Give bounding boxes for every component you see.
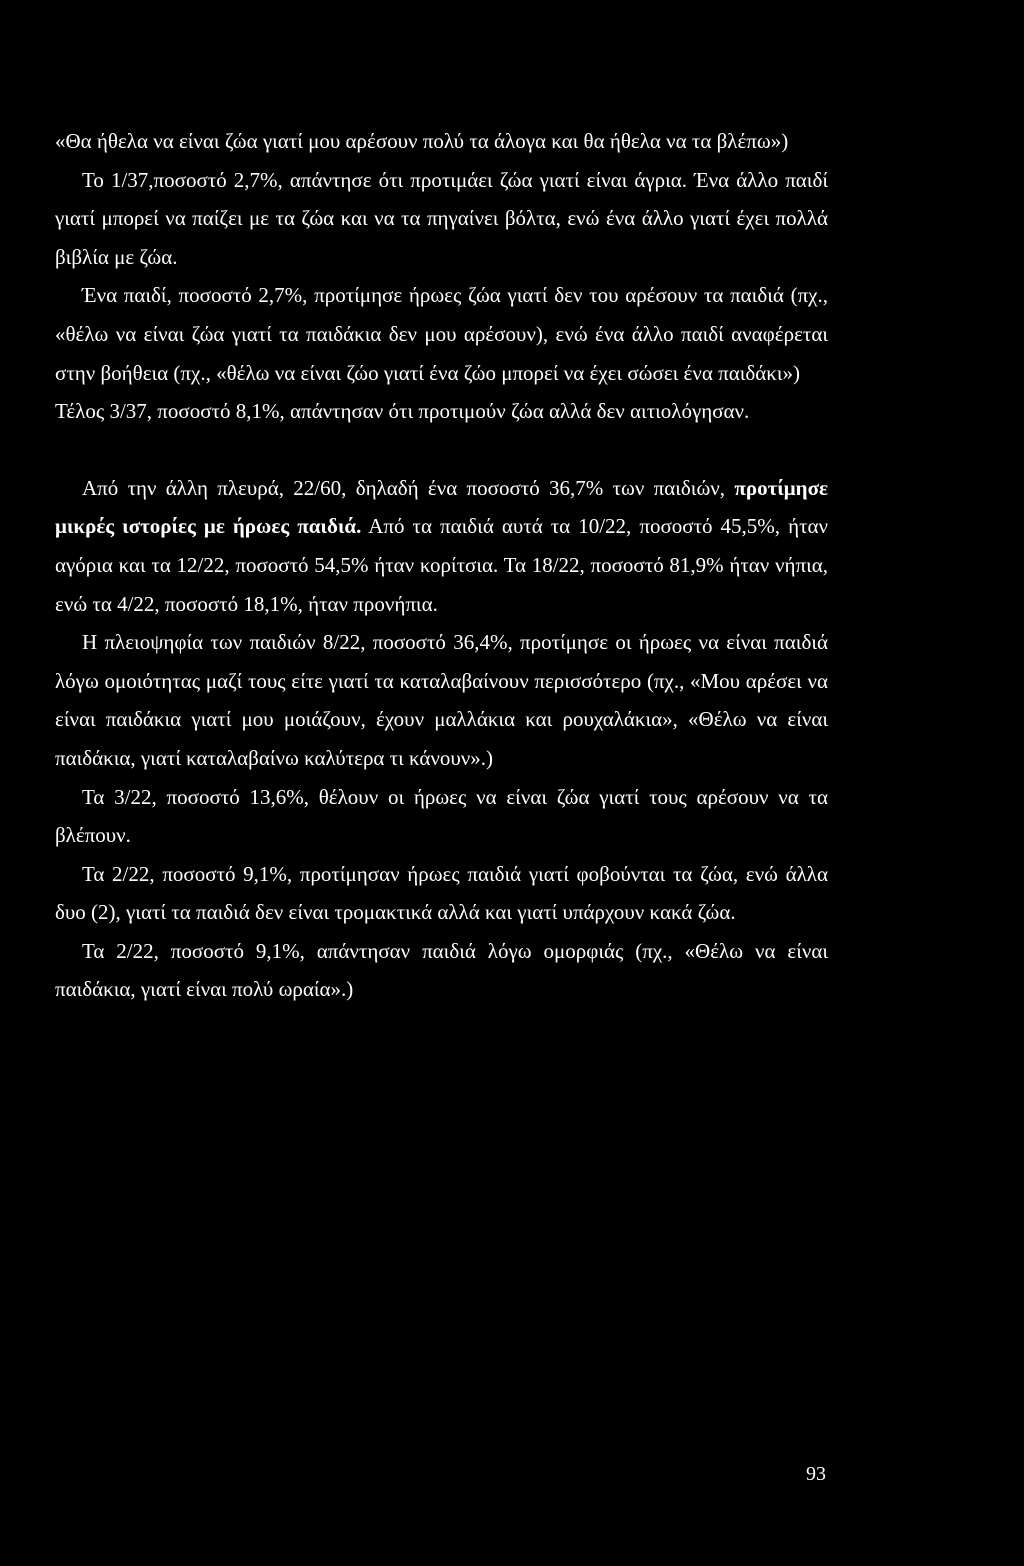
paragraph-animals-not-children: Ένα παιδί, ποσοστό 2,7%, προτίμησε ήρωες ζώα γιατί δεν του αρέσουν τα παιδιά (πχ., «θέλω να είναι ζώα γιατί τα παιδάκια δεν μου αρέσουν), ενώ ένα άλλο παιδί αναφέρεται στην βοήθεια (πχ., «θέλω να είναι ζώο γιατί ένα ζώο μπορεί να έχει σώσει ένα παιδάκι») xyxy=(55,283,828,385)
paragraph-quote-horses: «Θα ήθελα να είναι ζώα γιατί μου αρέσουν πολύ τα άλογα και θα ήθελα να τα βλέπω») xyxy=(55,129,789,153)
paragraph-children-heroes-stats: Από τα παιδιά αυτά τα 10/22, ποσοστό 45,5%, ήταν αγόρια και τα 12/22, ποσοστό 54,5% ήταν κορίτσια. Τα 18/22, ποσοστό 81,9% ήταν νήπια, ενώ τα 4/22, ποσοστό 18,1%, ήταν προνήπια. xyxy=(55,514,829,616)
paragraph-fear-of-animals: Τα 2/22, ποσοστό 9,1%, προτίμησαν ήρωες παιδιά γιατί φοβούνται τα ζώα, ενώ άλλα δυο (2), γιατί τα παιδιά δεν είναι τρομακτικά αλλά και γιατί υπάρχουν κακά ζώα. xyxy=(55,861,828,925)
page-number: 93 xyxy=(806,1463,826,1485)
paragraph-no-justification: Τέλος 3/37, ποσοστό 8,1%, απάντησαν ότι προτιμούν ζώα αλλά δεν αιτιολόγησαν. xyxy=(55,399,750,424)
paragraph-similarity: Η πλειοψηφία των παιδιών 8/22, ποσοστό 36,4%, προτίμησε οι ήρωες να είναι παιδιά λόγω ομοιότητας μαζί τους είτε γιατί τα καταλαβαίνουν περισσότερο (πχ., «Μου αρέσει να είναι παιδάκια γιατί μου μοιάζουν, έχουν μαλλάκια και ρουχαλάκια», «Θέλω να είναι παιδάκια, γιατί καταλαβαίνω καλύτερα τι κάνουν».) xyxy=(55,630,828,770)
paragraph-animal-heroes: Τα 3/22, ποσοστό 13,6%, θέλουν οι ήρωες να είναι ζώα γιατί τους αρέσουν να τα βλέπουν. xyxy=(55,784,828,848)
bold-emphasis: προτίμησε μικρές ιστορίες με ήρωες παιδιά. xyxy=(55,475,829,539)
paragraph-wild-animals: Το 1/37,ποσοστό 2,7%, απάντησε ότι προτιμάει ζώα γιατί είναι άγρια. Ένα άλλο παιδί γιατί μπορεί να παίζει με τα ζώα και να τα πηγαίνει βόλτα, ενώ ένα άλλο γιατί έχει πολλά βιβλία με ζώα. xyxy=(55,167,828,269)
paragraph-children-heroes-intro: Από την άλλη πλευρά, 22/60, δηλαδή ένα ποσοστό 36,7% των παιδιών, xyxy=(82,475,726,500)
paragraph-beauty: Τα 2/22, ποσοστό 9,1%, απάντησαν παιδιά λόγω ομορφιάς (πχ., «Θέλω να είναι παιδάκια, γιατί είναι πολύ ωραία».) xyxy=(55,938,828,1002)
document-body xyxy=(55,122,828,1009)
paragraph-children-heroes xyxy=(55,469,828,623)
